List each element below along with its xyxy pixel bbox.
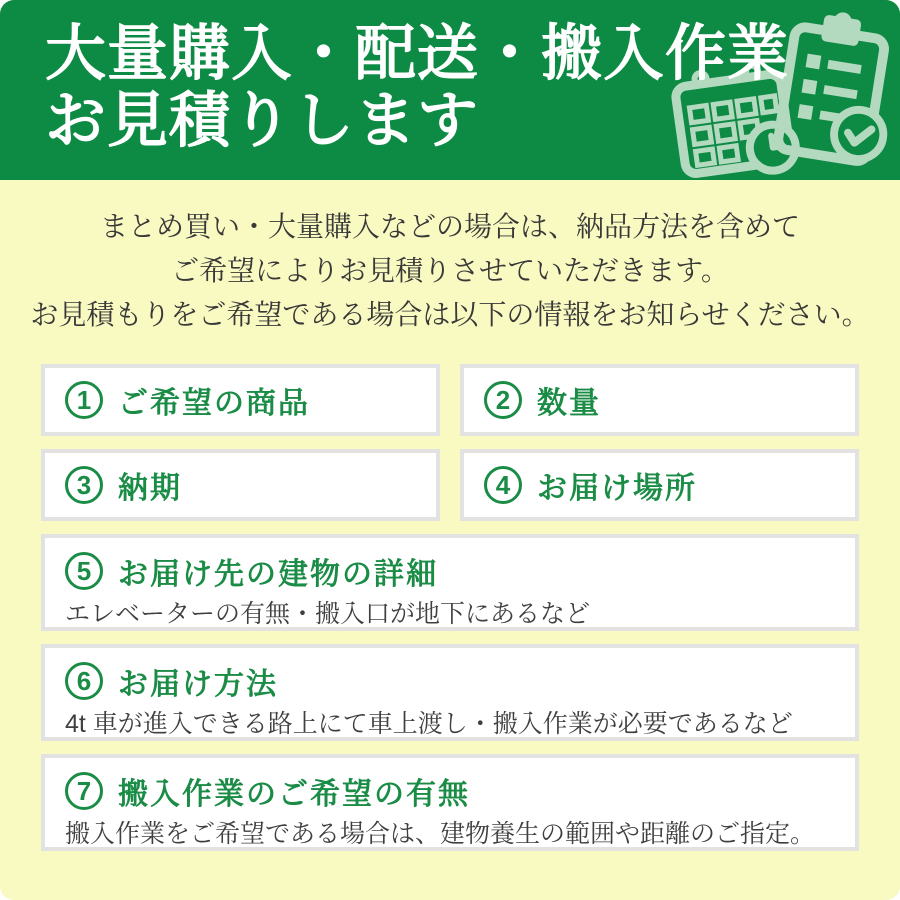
item-title: お届け先の建物の詳細 — [118, 558, 438, 591]
page-title-line1: 大量購入・配送・搬入作業 — [45, 19, 790, 87]
item-header — [65, 769, 835, 813]
item-number-badge: 7 — [65, 772, 103, 810]
item-title: お届け方法 — [118, 668, 278, 701]
list-item-delivery-place — [460, 449, 859, 521]
item-number-badge: 5 — [65, 552, 103, 590]
list-item-carry-in-work — [41, 754, 859, 851]
item-number-badge: 4 — [484, 466, 522, 504]
item-number-badge: 6 — [65, 662, 103, 700]
intro-line: ご希望によりお見積りさせていただきます。 — [171, 255, 729, 286]
item-number-badge: 1 — [65, 381, 103, 419]
item-header — [65, 659, 835, 703]
item-title: お届け場所 — [537, 472, 697, 505]
list-item-delivery-date — [41, 449, 440, 521]
item-description: 搬入作業をご希望である場合は、建物養生の範囲や距離のご指定。 — [65, 820, 816, 848]
intro-text — [0, 180, 900, 337]
item-title: 数量 — [537, 387, 601, 420]
item-header — [65, 549, 835, 593]
list-item-building-details — [41, 534, 859, 631]
page-title — [0, 0, 900, 154]
list-item-product — [41, 364, 440, 436]
list-item-quantity — [460, 364, 859, 436]
item-title: 搬入作業のご希望の有無 — [118, 778, 470, 811]
intro-line: まとめ買い・大量購入などの場合は、納品方法を含めて — [99, 211, 800, 242]
page-title-line2: お見積りします — [45, 86, 480, 154]
item-description: エレベーターの有無・搬入口が地下にあるなど — [65, 600, 591, 628]
item-description: 4t 車が進入できる路上にて車上渡し・搬入作業が必要であるなど — [65, 710, 793, 738]
item-number-badge: 2 — [484, 381, 522, 419]
header-banner — [0, 0, 900, 180]
item-title: ご希望の商品 — [118, 387, 310, 420]
item-title: 納期 — [118, 472, 182, 505]
required-info-list — [41, 364, 859, 851]
item-number-badge: 3 — [65, 466, 103, 504]
intro-line: お見積もりをご希望である場合は以下の情報をお知らせください。 — [30, 299, 870, 330]
list-item-delivery-method — [41, 644, 859, 741]
